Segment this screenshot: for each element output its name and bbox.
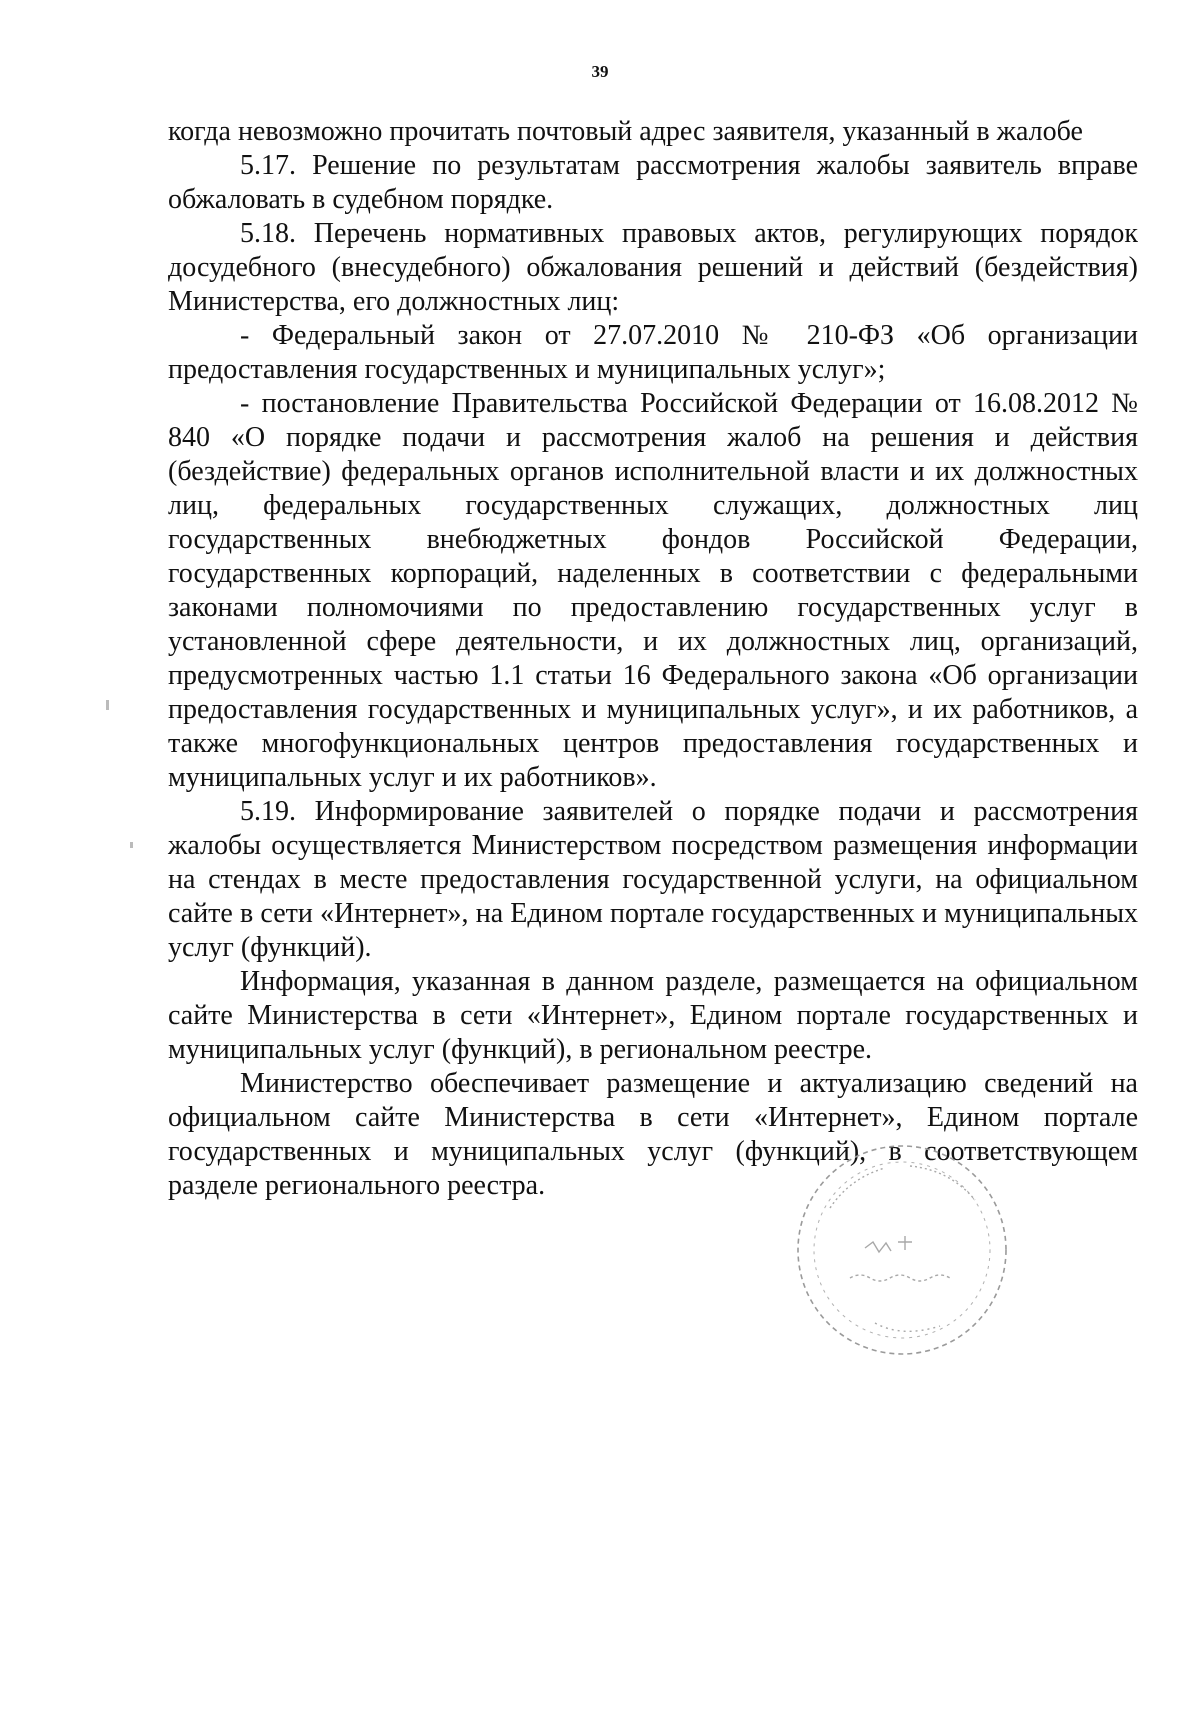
paragraph-ministry-provides: Министерство обеспечивает размещение и актуализацию сведений на официальном сайте Министерства в сети «Интернет», Едином портале государственных и муниципальных услуг (функций), в соответствующем разделе регионального реестра. — [168, 1068, 1138, 1201]
paragraph-information-placement: Информация, указанная в данном разделе, размещается на официальном сайте Министерства в сети «Интернет», Едином портале государственных и муниципальных услуг (функций), в региональном реестре. — [168, 966, 1138, 1065]
page-number: 39 — [591, 62, 609, 81]
paragraph-5-19: 5.19. Информирование заявителей о порядке подачи и рассмотрения жалобы осуществляется Министерством посредством размещения информации на стендах в месте предоставления государственной услуги, на официальном сайте в сети «Интернет», на Едином портале государственных и муниципальных услуг (функций). — [168, 796, 1138, 963]
list-item-government-resolution: - постановление Правительства Российской Федерации от 16.08.2012 № 840 «О порядке подачи и рассмотрения жалоб на решения и действия (бездействие) федеральных органов исполнительной власти и их должностных лиц, федеральных государственных служащих, должностных лиц государственных внебюджетных фондов Российской Федерации, государственных корпораций, наделенных в соответствии с федеральными законами полномочиями по предоставлению государственных услуг в установленной сфере деятельности, и их должностных лиц, организаций, предусмотренных частью 1.1 статьи 16 Федерального закона «Об организации предоставления государственных и муниципальных услуг», и их работников, а также многофункциональных центров предоставления государственных и муниципальных услуг и их работников». — [168, 388, 1138, 793]
paragraph-continuation: когда невозможно прочитать почтовый адрес заявителя, указанный в жалобе — [168, 116, 1083, 147]
paragraph-5-17: 5.17. Решение по результатам рассмотрения жалобы заявитель вправе обжаловать в судебном порядке. — [168, 150, 1138, 215]
paragraph-5-18: 5.18. Перечень нормативных правовых актов, регулирующих порядок досудебного (внесудебного) обжалования решений и действий (бездействия) Министерства, его должностных лиц: — [168, 218, 1138, 317]
scan-speck — [130, 842, 133, 848]
scan-speck — [106, 700, 109, 710]
list-item-federal-law: - Федеральный закон от 27.07.2010 № 210-ФЗ «Об организации предоставления государственных и муниципальных услуг»; — [168, 320, 1138, 385]
document-body — [168, 115, 1138, 1203]
round-seal-icon — [790, 1138, 1015, 1363]
